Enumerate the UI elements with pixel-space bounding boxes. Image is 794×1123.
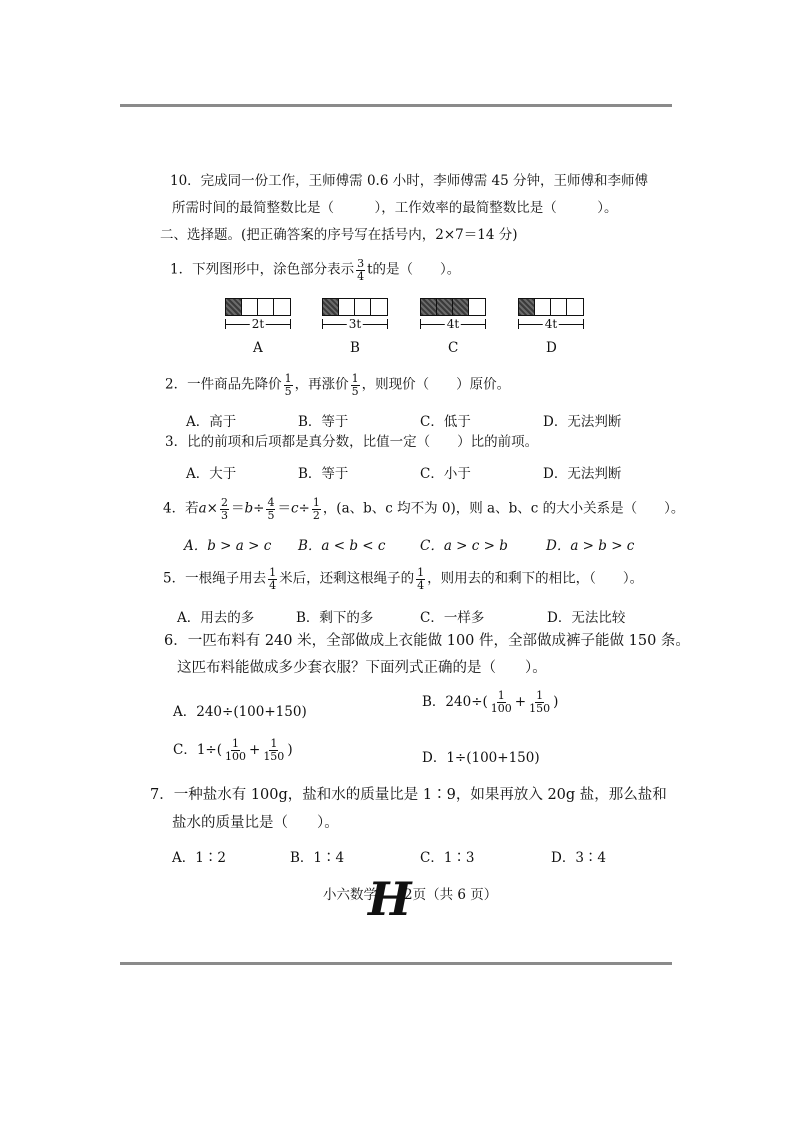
q1-figure-d-bar: [518, 298, 584, 316]
footer-right: 2页（共 6 页）: [404, 887, 498, 903]
q4-n1: 2: [220, 496, 228, 509]
shaded-cell: [226, 299, 242, 315]
q4-div1: ÷: [253, 500, 265, 517]
q4-frac3: [312, 497, 321, 521]
q6-optc-pre: C．1÷(: [173, 742, 222, 758]
q1-text-post: 的是（ ）。: [372, 261, 461, 278]
empty-cell: [469, 299, 485, 315]
q2-n1: 1: [284, 372, 292, 385]
top-rule: [120, 104, 672, 107]
shaded-cell: [421, 299, 437, 315]
q4-eq2: ＝: [277, 500, 291, 517]
q2-d2: 5: [351, 384, 359, 398]
q6-optb-n2: 1: [536, 689, 544, 703]
q6-optb-plus: +: [514, 694, 527, 710]
q6-optb-n1: 1: [497, 689, 505, 703]
q6-optc-n1: 1: [232, 737, 239, 751]
dimension-tick: [420, 319, 421, 329]
q6-line2: 这匹布料能做成多少套衣服？下面列式正确的是（ ）。: [177, 660, 547, 676]
q5-n1: 1: [269, 566, 277, 579]
q4-frac2: [266, 497, 275, 521]
q1-option-c[interactable]: C: [448, 340, 459, 356]
q7-line1: 7．一种盐水有 100g，盐和水的质量比是 1∶9，如果再放入 20g 盐，那么盐和: [150, 787, 667, 803]
q5-option-a[interactable]: A．用去的多: [177, 610, 255, 626]
publisher-logo: H: [368, 872, 412, 926]
q5-n2: 1: [417, 566, 425, 579]
q2-question: [165, 373, 510, 397]
q4-frac1: [220, 497, 229, 521]
q1-question: [170, 258, 460, 282]
dimension-tick: [225, 319, 226, 329]
q5-frac1: [268, 567, 277, 591]
shaded-cell: [437, 299, 453, 315]
q6-optb-frac1: [490, 690, 513, 714]
shaded-cell: [519, 299, 535, 315]
q5-d2: 4: [417, 578, 425, 592]
empty-cell: [535, 299, 551, 315]
q4-n2: 4: [267, 496, 275, 509]
q5-frac2: [416, 567, 425, 591]
q3-question: 3．比的前项和后项都是真分数，比值一定（ ）比的前项。: [165, 434, 539, 450]
q6-option-b[interactable]: [422, 690, 558, 715]
q1-option-a[interactable]: A: [253, 340, 263, 356]
dimension-label: 3t: [348, 317, 362, 331]
q10-line1: 10．完成同一份工作，王师傅需 0.6 小时，李师傅需 45 分钟，王师傅和李师傅: [170, 173, 648, 189]
q2-d1: 5: [284, 384, 292, 398]
empty-cell: [339, 299, 355, 315]
q2-post: ，则现价（ ）原价。: [361, 376, 511, 393]
q5-d1: 4: [269, 578, 277, 592]
q4-var-b: b: [244, 500, 254, 517]
q5-pre: 5．一根绳子用去: [163, 570, 267, 587]
q10-line2: 所需时间的最简整数比是（ ），工作效率的最简整数比是（ ）。: [172, 200, 618, 216]
footer-left: 小六数学: [323, 887, 377, 903]
empty-cell: [274, 299, 290, 315]
q4-option-b[interactable]: B．a < b < c: [298, 538, 386, 554]
q5-mid: 米后，还剩这根绳子的: [279, 570, 415, 587]
q6-optc-post: ): [287, 742, 293, 758]
q3-option-b[interactable]: B．等于: [298, 466, 349, 482]
dimension-label: 4t: [446, 317, 460, 331]
q4-div2: ÷: [298, 500, 310, 517]
dimension-label: 2t: [251, 317, 265, 331]
empty-cell: [355, 299, 371, 315]
q6-option-a[interactable]: A．240÷(100+150): [173, 704, 307, 720]
q4-eq1: ＝: [230, 500, 245, 517]
q2-pre: 2．一件商品先降价: [165, 376, 282, 393]
q2-frac2: [351, 373, 360, 397]
q4-option-d[interactable]: D．a > b > c: [546, 538, 635, 554]
q6-option-c[interactable]: [173, 738, 293, 763]
q6-optc-frac1: [224, 738, 247, 762]
q6-optc-d1: 100: [225, 750, 246, 763]
q1-option-d[interactable]: D: [546, 340, 557, 356]
empty-cell: [371, 299, 387, 315]
q4-option-a[interactable]: A．b > a > c: [184, 538, 272, 554]
q1-figure-b-bar: [322, 298, 388, 316]
q5-option-c[interactable]: C．一样多: [420, 610, 485, 626]
q2-option-d[interactable]: D．无法判断: [543, 414, 622, 430]
q7-line2: 盐水的质量比是（ ）。: [172, 815, 339, 831]
q4-var-c: c: [290, 500, 299, 517]
q6-optb-d1: 100: [490, 702, 512, 715]
q1-figure-d-dimension: [518, 319, 584, 329]
q6-optc-d2: 150: [263, 750, 285, 763]
q7-option-d[interactable]: D．3∶4: [551, 850, 607, 866]
q4-n3: 1: [312, 496, 320, 509]
shaded-cell: [453, 299, 469, 315]
q4-var-a: a: [198, 500, 207, 517]
dimension-tick: [518, 319, 519, 329]
empty-cell: [242, 299, 258, 315]
q1-fraction: [356, 258, 365, 282]
q3-option-c[interactable]: C．小于: [420, 466, 471, 482]
q5-question: [163, 567, 643, 591]
q1-figure-a-bar: [225, 298, 291, 316]
shaded-cell: [323, 299, 339, 315]
q2-mid: ，再涨价: [294, 376, 349, 393]
q4-pre: 4．若: [163, 500, 199, 517]
q1-figure-b-dimension: [322, 319, 388, 329]
q2-option-c[interactable]: C．低于: [420, 414, 471, 430]
q5-post: ，则用去的和剩下的相比，（ ）。: [427, 570, 644, 587]
q6-optc-n2: 1: [270, 737, 278, 751]
q1-figure-a-dimension: [225, 319, 291, 329]
dimension-label: 4t: [544, 317, 558, 331]
q1-text-pre: 1．下列图形中，涂色部分表示: [170, 261, 355, 278]
q6-option-d[interactable]: D．1÷(100+150): [422, 750, 540, 766]
q4-question: [163, 497, 684, 521]
q3-option-d[interactable]: D．无法判断: [543, 466, 622, 482]
q4-d3: 2: [312, 508, 320, 522]
q4-option-c[interactable]: C．a > c > b: [420, 538, 508, 554]
q1-figure-c-dimension: [420, 319, 486, 329]
dimension-tick: [322, 319, 323, 329]
q1-frac-num: 3: [357, 257, 365, 270]
q7-option-b[interactable]: B．1∶4: [290, 850, 345, 866]
q2-option-a[interactable]: A．高于: [186, 414, 237, 430]
q1-unit: t: [367, 261, 373, 278]
q6-line1: 6．一匹布料有 240 米，全部做成上衣能做 100 件，全部做成裤子能做 150 条。: [164, 633, 690, 649]
q2-option-b[interactable]: B．等于: [298, 414, 349, 430]
dimension-tick: [485, 319, 486, 329]
q7-option-a[interactable]: A．1∶2: [172, 850, 226, 866]
dimension-tick: [583, 319, 584, 329]
q4-times: ×: [206, 500, 218, 517]
bottom-rule: [120, 962, 672, 965]
q6-optb-frac2: [528, 690, 551, 714]
q7-option-c[interactable]: C．1∶3: [420, 850, 475, 866]
dimension-tick: [290, 319, 291, 329]
empty-cell: [551, 299, 567, 315]
q6-optc-frac2: [262, 738, 285, 762]
q6-optb-pre: B．240÷(: [422, 694, 488, 710]
q3-option-a[interactable]: A．大于: [186, 466, 237, 482]
q6-optb-post: ): [553, 694, 559, 710]
q5-option-b[interactable]: B．剩下的多: [296, 610, 374, 626]
q1-frac-den: 4: [357, 269, 365, 283]
section-heading: 二、选择题。(把正确答案的序号写在括号内，2×7＝14 分): [160, 227, 518, 243]
q4-post: ，(a、b、c 均不为 0)，则 a、b、c 的大小关系是（ ）。: [322, 500, 685, 517]
q2-frac1: [284, 373, 293, 397]
q5-option-d[interactable]: D．无法比较: [547, 610, 626, 626]
dimension-tick: [387, 319, 388, 329]
q6-optc-plus: +: [249, 742, 261, 758]
q4-d1: 3: [220, 508, 228, 522]
empty-cell: [567, 299, 583, 315]
q2-n2: 1: [351, 372, 359, 385]
q4-d2: 5: [267, 508, 275, 522]
q6-optb-d2: 150: [529, 702, 551, 715]
q1-option-b[interactable]: B: [350, 340, 360, 356]
empty-cell: [258, 299, 274, 315]
q1-figure-c-bar: [420, 298, 486, 316]
